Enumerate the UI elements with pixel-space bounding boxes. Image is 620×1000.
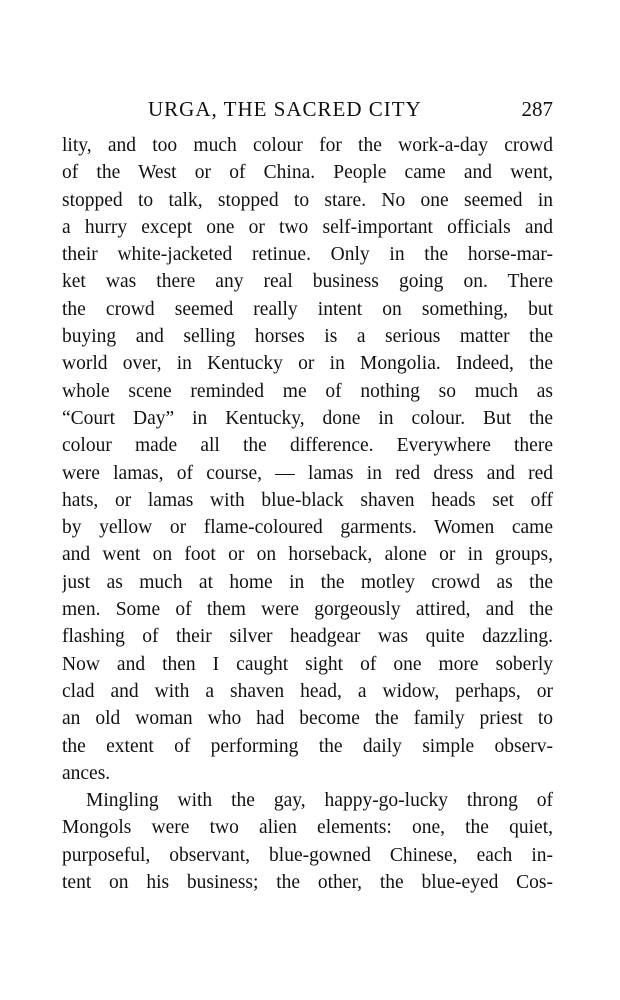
text-line: men. Some of them were gorgeously attired, and the: [62, 599, 553, 621]
paragraph-2: [62, 787, 553, 896]
text-line: clad and with a shaven head, a widow, perhaps, or: [62, 680, 553, 702]
text-line: lity, and too much colour for the work-a-day crowd: [62, 135, 553, 156]
text-line: flashing of their silver headgear was quite dazzling.: [62, 626, 553, 648]
text-line: stopped to talk, stopped to stare. No one seemed in: [62, 189, 553, 211]
text-line: Mingling with the gay, happy-go-lucky throng of: [86, 790, 553, 812]
text-line: the crowd seemed really intent on something, but: [62, 298, 553, 320]
body-text: [62, 132, 553, 896]
paragraph-1: [62, 132, 553, 787]
text-line: buying and selling horses is a serious matter the: [62, 326, 553, 348]
text-line: and went on foot or on horseback, alone or in groups,: [62, 544, 553, 566]
text-line: Now and then I caught sight of one more soberly: [62, 653, 553, 675]
page-number: 287: [521, 97, 553, 121]
text-line: by yellow or flame-coloured garments. Women came: [62, 517, 553, 539]
text-line: were lamas, of course, — lamas in red dress and red: [62, 462, 553, 484]
chapter-title: URGA, THE SACRED CITY: [148, 97, 422, 121]
text-line: their white-jacketed retinue. Only in the horse-mar-: [62, 244, 553, 266]
text-line: Mongols were two alien elements: one, the quiet,: [62, 817, 553, 839]
text-line: the extent of performing the daily simple observ-: [62, 735, 553, 757]
text-line: hats, or lamas with blue-black shaven heads set off: [62, 489, 553, 511]
text-line: a hurry except one or two self-important officials and: [62, 216, 553, 238]
text-line: an old woman who had become the family priest to: [62, 708, 553, 730]
running-head: [62, 97, 553, 125]
text-line: just as much at home in the motley crowd as the: [62, 571, 553, 593]
text-line: colour made all the difference. Everywhere there: [62, 435, 553, 457]
text-line: whole scene reminded me of nothing so much as: [62, 380, 553, 402]
text-line: “Court Day” in Kentucky, done in colour. But the: [62, 407, 553, 429]
text-line: ket was there any real business going on. There: [62, 271, 553, 293]
text-line: of the West or of China. People came and went,: [62, 162, 553, 184]
text-line: ances.: [62, 762, 111, 784]
text-line: tent on his business; the other, the blue-eyed Cos-: [62, 872, 553, 894]
text-line: world over, in Kentucky or in Mongolia. Indeed, the: [62, 353, 553, 375]
text-line: purposeful, observant, blue-gowned Chinese, each in-: [62, 844, 553, 866]
